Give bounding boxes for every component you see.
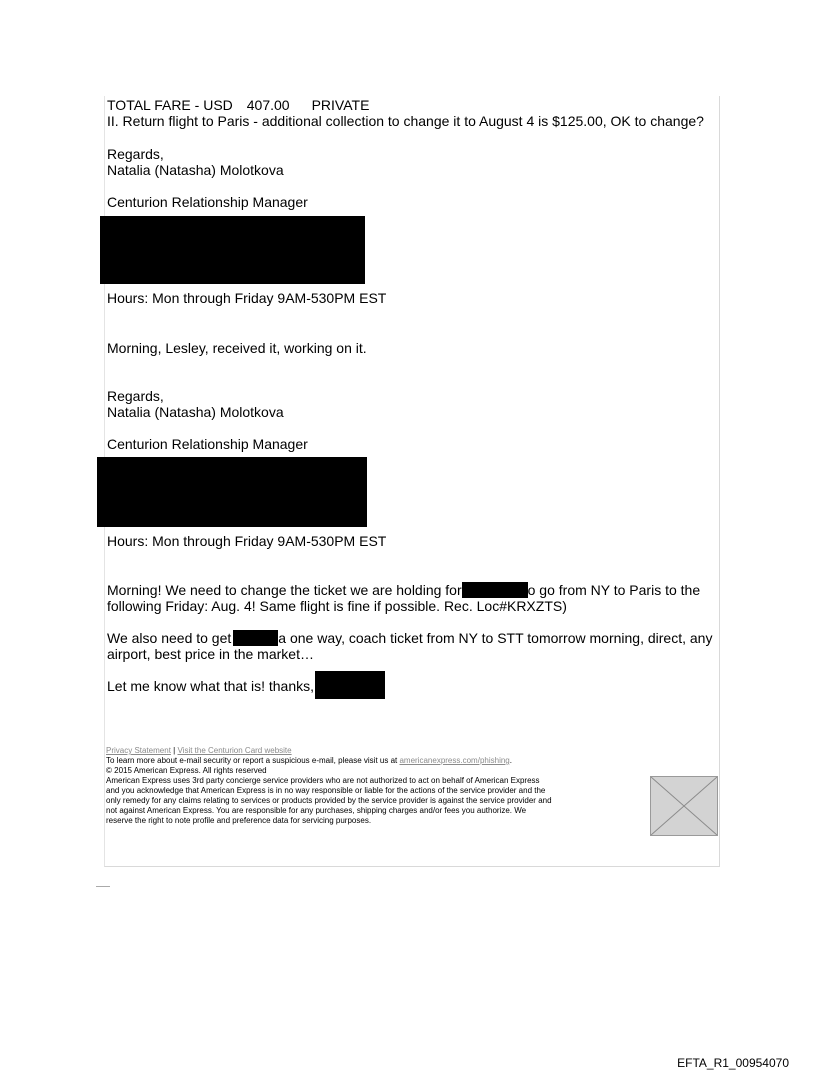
signature-hours: Hours: Mon through Friday 9AM-530PM EST bbox=[107, 533, 387, 549]
signature-regards: Regards, bbox=[107, 146, 164, 162]
disclaimer-line: reserve the right to note profile and preference data for servicing purposes. bbox=[106, 816, 372, 825]
redaction-block bbox=[97, 457, 367, 527]
document-id: EFTA_R1_00954070 bbox=[677, 1056, 789, 1070]
return-flight-line: II. Return flight to Paris - additional collection to change it to August 4 is $125.00, OK to change? bbox=[107, 113, 704, 129]
signature-hours: Hours: Mon through Friday 9AM-530PM EST bbox=[107, 290, 387, 306]
message-line bbox=[107, 582, 700, 598]
artifact-mark bbox=[96, 883, 110, 887]
broken-image-placeholder bbox=[650, 776, 718, 836]
message-line: airport, best price in the market… bbox=[107, 646, 314, 662]
signature-title: Centurion Relationship Manager bbox=[107, 194, 308, 210]
privacy-statement-link[interactable]: Privacy Statement bbox=[106, 746, 171, 755]
fare-type: PRIVATE bbox=[311, 97, 370, 113]
message-line bbox=[107, 678, 314, 694]
inline-redaction bbox=[233, 630, 278, 646]
image-placeholder-icon bbox=[651, 777, 717, 835]
inline-redaction bbox=[462, 582, 528, 598]
signature-name: Natalia (Natasha) Molotkova bbox=[107, 404, 284, 420]
disclaimer-line: not against American Express. You are responsible for any purchases, shipping charges and/or fees you authorize. We bbox=[106, 806, 527, 815]
phishing-link[interactable]: americanexpress.com/phishing bbox=[399, 756, 510, 765]
signature-regards: Regards, bbox=[107, 388, 164, 404]
message-line: following Friday: Aug. 4! Same flight is fine if possible. Rec. Loc#KRXZTS) bbox=[107, 598, 567, 614]
disclaimer-line: American Express uses 3rd party concierge service providers who are not authorized to act on behalf of American Express bbox=[106, 776, 540, 785]
link-separator: | bbox=[173, 746, 176, 755]
security-notice bbox=[106, 756, 512, 766]
fare-label: TOTAL FARE - USD bbox=[107, 97, 233, 113]
message-text: o go from NY to Paris to the bbox=[527, 582, 701, 598]
signature-title: Centurion Relationship Manager bbox=[107, 436, 308, 452]
centurion-website-link[interactable]: Visit the Centurion Card website bbox=[177, 746, 292, 755]
reply-body: Morning, Lesley, received it, working on it. bbox=[107, 340, 367, 356]
disclaimer-line: only remedy for any claims relating to services or products provided by the service provider is against the service provider and bbox=[106, 796, 552, 805]
disclaimer-line: and you acknowledge that American Express is in no way responsible or liable for the actions of the service provider and the bbox=[106, 786, 546, 795]
security-text: To learn more about e-mail security or report a suspicious e-mail, please visit us at bbox=[106, 756, 398, 765]
message-text: a one way, coach ticket from NY to STT tomorrow morning, direct, any bbox=[278, 630, 713, 646]
fare-amount: 407.00 bbox=[246, 97, 290, 113]
message-line bbox=[107, 630, 712, 646]
copyright: © 2015 American Express. All rights reserved bbox=[106, 766, 267, 775]
period: . bbox=[509, 756, 512, 765]
footer-links bbox=[106, 746, 292, 756]
signature-name: Natalia (Natasha) Molotkova bbox=[107, 162, 284, 178]
fare-line bbox=[107, 97, 369, 113]
redaction-block bbox=[100, 216, 365, 284]
redaction-block bbox=[315, 671, 385, 699]
message-text: Morning! We need to change the ticket we are holding for bbox=[107, 582, 462, 598]
message-text: We also need to get bbox=[107, 630, 232, 646]
message-text: Let me know what that is! thanks, bbox=[107, 678, 314, 694]
